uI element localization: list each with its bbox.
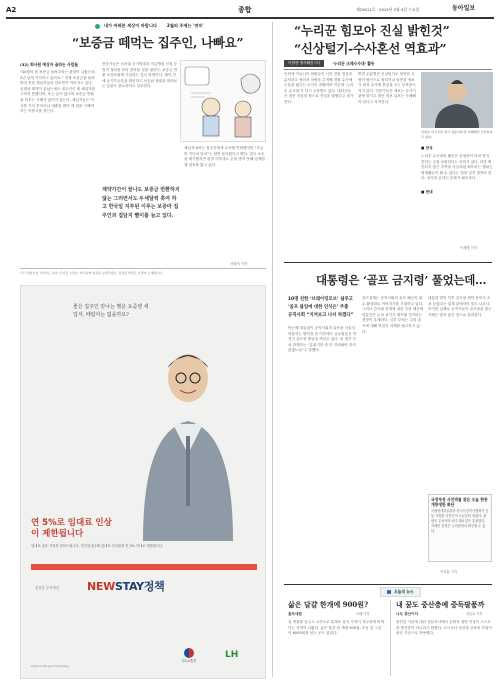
left-footer-note: 무너 세입자님 기다리는 알쏭 ‘독자들 오세요’ 게시판에 의견을 보내주세요. 선정된 의견은 지면에 소개합니다. — [20, 271, 163, 275]
pull-quote: 계약기간이 끝나도 보증금 반환하지 않는 그러면서도 두세달씩 혹여 하고 한국일 지부된 이루는 보증마 집주인과 집담지 빨이를 늘고 있다. — [102, 187, 180, 219]
section-label: 이럴땐 생각해봅시다 — [284, 60, 324, 67]
left-story-rule — [20, 268, 266, 269]
left-byline: 서형석 기자 — [230, 262, 248, 266]
left-body-col3: 세입자 A씨는 집주인에게 수차례 연락했지만 “조금만 기다려 달라”는 답만 돌아왔다고 했다. 결국 소송을 제기했지만 판결 이후에도 돈을 받지 못해 강제집행 절차를 밟고 있다. — [184, 146, 265, 167]
ministry-logo — [181, 648, 196, 664]
section-label-bar — [284, 60, 492, 70]
series-tag: 내가 바꿔본 세상이 바랍니다 — [104, 23, 157, 28]
newspaper-brand: 동아일보 — [452, 5, 476, 12]
golf-body-col3: 대통령 발언 이후 골프장 예약 문의가 소폭 늘었다는 업계 관계자의 말도 나온다. 하지만 실제로 공직자들이 골프장을 찾는 사례는 많지 않은 것으로 알려졌다. — [428, 296, 492, 317]
right-body-col3: 누리꾼 수사대의 활동은 공권력이 미처 닿지 못하는 곳을 보완한다는 의미가 있다. 다만 확인되지 않은 추측을 사실처럼 퍼뜨리는 행위는 명예훼손이 될 수 있다는 점을 잊지 말아야 한다. 성숙한 온라인 문화가 필요하다. — [421, 154, 493, 181]
story1-title: 삶은 달걀 한개에 900원? — [288, 600, 369, 609]
bottom-divider — [390, 600, 391, 676]
issue-meta: 제29011호 · 2015년 2월 4일 수요일 — [356, 7, 420, 12]
ad-rate-headline: 연 5%로 임대료 인상이 제한됩니다 — [31, 518, 112, 539]
newstay-ad[interactable] — [20, 285, 266, 679]
golf-body-col2: 골프업계는 공직사회의 골프 해금이 내수 활성화로 이어지기를 기대하고 있다. 그러나 감사와 징계에 대한 부담 때문에 당분간은 눈치 보기가 계속될 것이라는 전망이 우세하다. 일부 부처는 주말 골프에 대해 여전히 자제를 권고하고 있다. — [362, 296, 424, 334]
golf-subhead-1: 10명 친한 ‘브레이킹모브’ 쉽루고 — [288, 297, 353, 302]
con-label: ■ 반대 — [421, 190, 437, 195]
photo-caption: 김하늘 씨가 2일 경기 성남시의 한 카페에서 인터뷰하고 있다. — [421, 130, 493, 139]
lh-logo: LH — [225, 650, 239, 660]
right-headline-1: “누리꾼 힘모아 진실 밝힌것” — [294, 23, 450, 38]
story1-tag: 골프대림 — [288, 612, 302, 616]
golf-body-col1: 박근혜 대통령이 공직사회의 골프를 사실상 허용하는 발언을 한 이후에도 공무원들은 여전히 골프장 출입을 꺼리고 있다. 한 정부 부처 관계자는 “분위기를 좀 더 지켜봐야 하지 않겠느냐”고 말했다. — [288, 326, 357, 353]
notice-title: 국정부장 사진박물 찾든 오늘 현종 개방생한 화단 — [431, 497, 488, 508]
story2-byline: 김동호 기자 — [466, 612, 483, 616]
notice-body: 국립현대미술관과 한국사진작가협회가 공동 기획한 사진전이 오늘부터 열린다. 관람은 무료이며 매주 월요일은 휴관한다. 자세한 일정은 누리집에서 확인할 수 있다. — [431, 509, 489, 533]
left-body-col2: 전문가들은 임차권 등기명령과 지급명령 신청 등 법적 절차를 미리 알아둘 것을 권한다. 보증금 반환 보증보험에 가입하는 것도 방법이다. 계약 전에 등기부등본을 확인하고 선순위 채권을 따져보는 습관도 중요하다고 강조한다. — [102, 62, 178, 89]
pro-label: ■ 찬성 — [421, 146, 433, 150]
left-body-col1: “30평의 집 보증금 돌려주라는 판결이 나왔는데 2년 넘게 기다리고 있어요.” 전세 보증금을 돌려받지 못한 세입자들의 하소연이 이어지고 있다. 임대차 계약이 끝났는데도 집주인이 새 세입자를 구하지 못했다며, 또는 돈이 없다며 보증금 반환을 미루는 사례가 끊이지 않는다. 세입자들은 이사를 가지 못하거나 대출을 받아 새 집을 구해야 하는 이중고를 겪는다. — [20, 70, 96, 114]
series-tag-box — [95, 23, 204, 29]
story2-tag: 나도 중산이다 — [396, 612, 419, 616]
section-topic: ‘누리꾼 크레수사대’ 활동 — [332, 60, 375, 66]
ad-speech: 좋은 집주인 만나는 행운 요즘엔 세입자, 떼럼아는 없을까요? — [73, 304, 149, 318]
section-name: 종합 — [238, 6, 252, 14]
column-divider — [272, 22, 273, 677]
ad-person-photo — [133, 346, 243, 541]
golf-subhead-2: ‘골프 붐업에 대한 인식은’ 주춤 — [288, 305, 349, 310]
circle-badge-icon — [95, 24, 100, 29]
news-box-title: 오늘의 뉴스 — [394, 589, 414, 594]
ministry-emblem-icon — [184, 648, 194, 658]
news-box-header — [380, 587, 421, 597]
ad-url[interactable]: www.molit.go.kr/newstay — [31, 664, 69, 668]
story1-byline: 이혜 기자 — [356, 612, 370, 616]
golf-subheads — [288, 296, 358, 320]
cartoon-illustration — [180, 60, 266, 142]
notice-box — [428, 494, 492, 562]
ad-stripe — [31, 564, 257, 570]
left-lead: (32) 회사원 예상자 골라는 사람들 — [20, 62, 79, 67]
series-sub: 2월의 주제는 '연속' — [166, 23, 204, 28]
right-top-byline: 이재명 기자 — [460, 246, 477, 250]
news-box-icon — [387, 590, 391, 594]
ad-policy-prefix: 중산층 주거혁신 — [35, 586, 60, 590]
ad-rate-body: 임대료 상승 걱정을 덜어드립니다. 민간임대주택 임대료 인상률을 연 5% 이내로 제한합니다. — [31, 544, 164, 548]
right-body-col1: 인터넷 커뮤니티 회원들이 사건 현장 영상을 분석하고 용의자 차량을 추적해 경찰 수사에 도움을 줬다는 소식이 전해지며 이른바 ‘누리꾼 수사대’가 다시 주목받고 있다. 네티즌들은 집단 지성의 힘으로 진실을 밝혔다고 평가한다. — [284, 72, 354, 104]
ad-policy-stay: STAY정책 — [114, 580, 165, 593]
story2-title: 내 꿈도 중산층예 중독팔품까 — [396, 600, 485, 609]
story2-body: 중산층 기준에 대한 설문조사에서 응답자 절반 이상이 스스로를 중산층이 아니라고 답했다. 소득보다 자산과 교육비 부담이 판단 기준으로 작용했다. — [396, 620, 492, 636]
ad-policy-new: NEW — [87, 580, 115, 593]
right-body-col2: 반면 무분별한 신상털기로 엉뚱한 사람이 범인으로 몰리거나 잘못된 정보가 퍼져 수사에 혼선을 주는 부작용도 적지 않다. 전문가들은 제보는 수사기관에 맡기고 개인 정보 유포는 자제해야 한다고 지적한다. — [358, 72, 416, 104]
golf-headline: 대통령은 ‘골프 금지령’ 풀었는데… — [316, 273, 487, 287]
bottom-rule — [284, 584, 492, 585]
ministry-name: 국토교통부 — [181, 659, 197, 663]
left-headline: “보증금 떼먹는 집주인, 나빠요” — [72, 35, 244, 50]
golf-byline: 이지훈 기자 — [440, 570, 457, 574]
ad-policy-logo — [87, 579, 164, 595]
right-headline-2: “신상털기-수사혼선 역효과” — [294, 41, 447, 56]
interview-photo — [421, 72, 493, 128]
right-section-rule — [284, 262, 492, 263]
page-number: A2 — [6, 6, 17, 14]
header-rule — [6, 17, 494, 19]
story1-body: 설 연휴를 앞두고 고속도로 휴게소 음식 가격이 지나치게 비싸다는 지적이 나왔다. 삶은 달걀 한 개에 900원, 우동 한 그릇이 6000원을 넘는 곳도 있었다. — [288, 620, 384, 636]
golf-subhead-3: 공직사회 “지켜보고 나서 하겠다” — [288, 313, 354, 318]
